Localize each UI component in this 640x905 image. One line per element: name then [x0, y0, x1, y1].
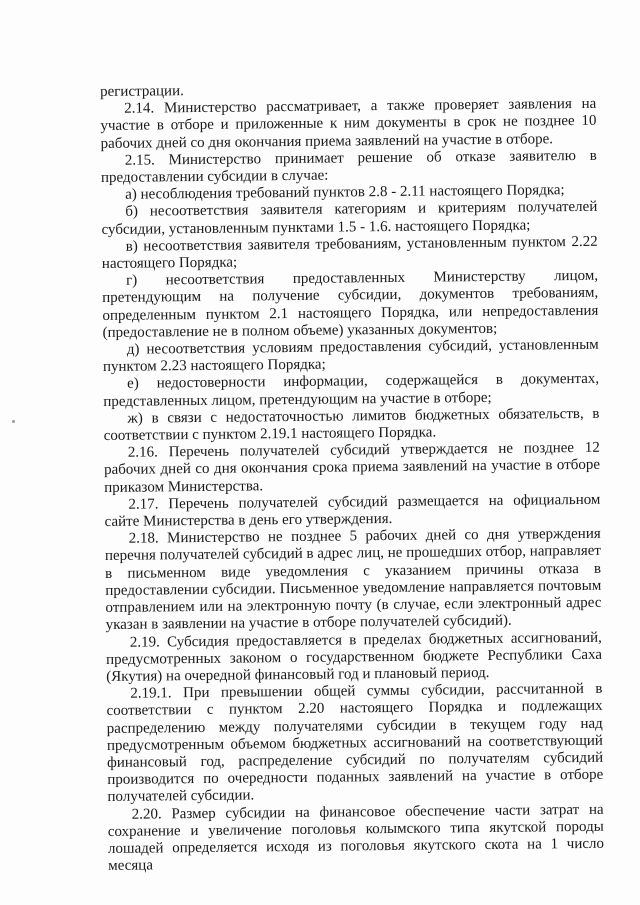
paragraph-2-16: 2.16. Перечень получателей субсидий утверждается не позднее 12 рабочих дней со дня окончания срока приема заявлений на участие в отборе приказом Министерства.	[103, 440, 601, 496]
paragraph-2-20: 2.20. Размер субсидии на финансовое обеспечение части затрат на сохранение и увеличение поголовья колымского типа якутской породы лошадей определяется исходя из поголовья якутского скота на 1 число месяца	[107, 801, 605, 875]
paragraph-2-17: 2.17. Перечень получателей субсидий размещается на официальном сайте Министерства в день его утверждения.	[104, 491, 601, 531]
paragraph-2-14: 2.14. Министерство рассматривает, а также проверяет заявления на участие в отборе и приложенные к ним документы в срок не позднее 10 рабочих дней со дня окончания приема заявлений на участие в отборе.	[100, 96, 597, 152]
list-item-b: б) несоответствия заявителя категориям и критериям получателей субсидии, установленным пунктами 1.5 - 1.6. настоящего Порядка;	[101, 199, 598, 238]
list-item-e: е) недостоверности информации, содержащейся в документах, представленных лицом, претендующим на участие в отборе;	[103, 371, 600, 410]
paragraph-2-19: 2.19. Субсидия предоставляется в пределах бюджетных ассигнований, предусмотренных законом о государственном бюджете Республики Саха (Якутия) на очередной финансовый год и плановый период.	[105, 629, 603, 685]
paragraph-registration-end: регистрации.	[100, 83, 184, 100]
list-item-a: а) несоблюдения требований пунктов 2.8 - 2.11 настоящего Порядка;	[125, 182, 565, 203]
list-item-d: д) несоответствия условиям предоставления субсидий, установленным пунктом 2.23 настоящего Порядка;	[102, 336, 599, 376]
list-item-g: г) несоответствия предоставленных Министерству лицом, претендующим на получение субсидии, документов требованиям, определенным пунктом 2.1 настоящего Порядка, или непредоставления (предоставление не в полном объеме) указанных документов;	[102, 268, 599, 341]
list-item-v: в) несоответствия заявителя требованиям, установленным пунктом 2.22 настоящего Порядка;	[101, 233, 598, 273]
paragraph-2-15: 2.15. Министерство принимает решение об отказе заявителю в предоставлении субсидии в случае:	[100, 147, 597, 187]
paragraph-2-19-1: 2.19.1. При превышении общей суммы субсидии, рассчитанной в соответствии с пунктом 2.20 настоящего Порядка и подлежащих распределению между получателями субсидии в текущем году над предусмотренным объемом бюджетных ассигнований на соответствующий финансовый год, распределение субсидий по получателям субсидий производится по очередности поданных заявлений на участие в отборе получателей субсидии.	[106, 680, 604, 806]
paragraph-2-18: 2.18. Министерство не позднее 5 рабочих дней со дня утверждения перечня получателей субсидий в адрес лиц, не прошедших отбор, направляет в письменном виде уведомления с указанием причины отказа в предоставлении субсидии. Письменное уведомление направляется почтовым отправлением или на электронную почту (в случае, если электронный адрес указан в заявлении на участие в отборе получателей субсидий).	[104, 526, 602, 634]
list-item-zh: ж) в связи с недостаточностью лимитов бюджетных обязательств, в соответствии с пунктом 2.19.1 настоящего Порядка.	[103, 405, 600, 445]
scan-speck	[12, 420, 15, 423]
document-body	[100, 79, 604, 875]
